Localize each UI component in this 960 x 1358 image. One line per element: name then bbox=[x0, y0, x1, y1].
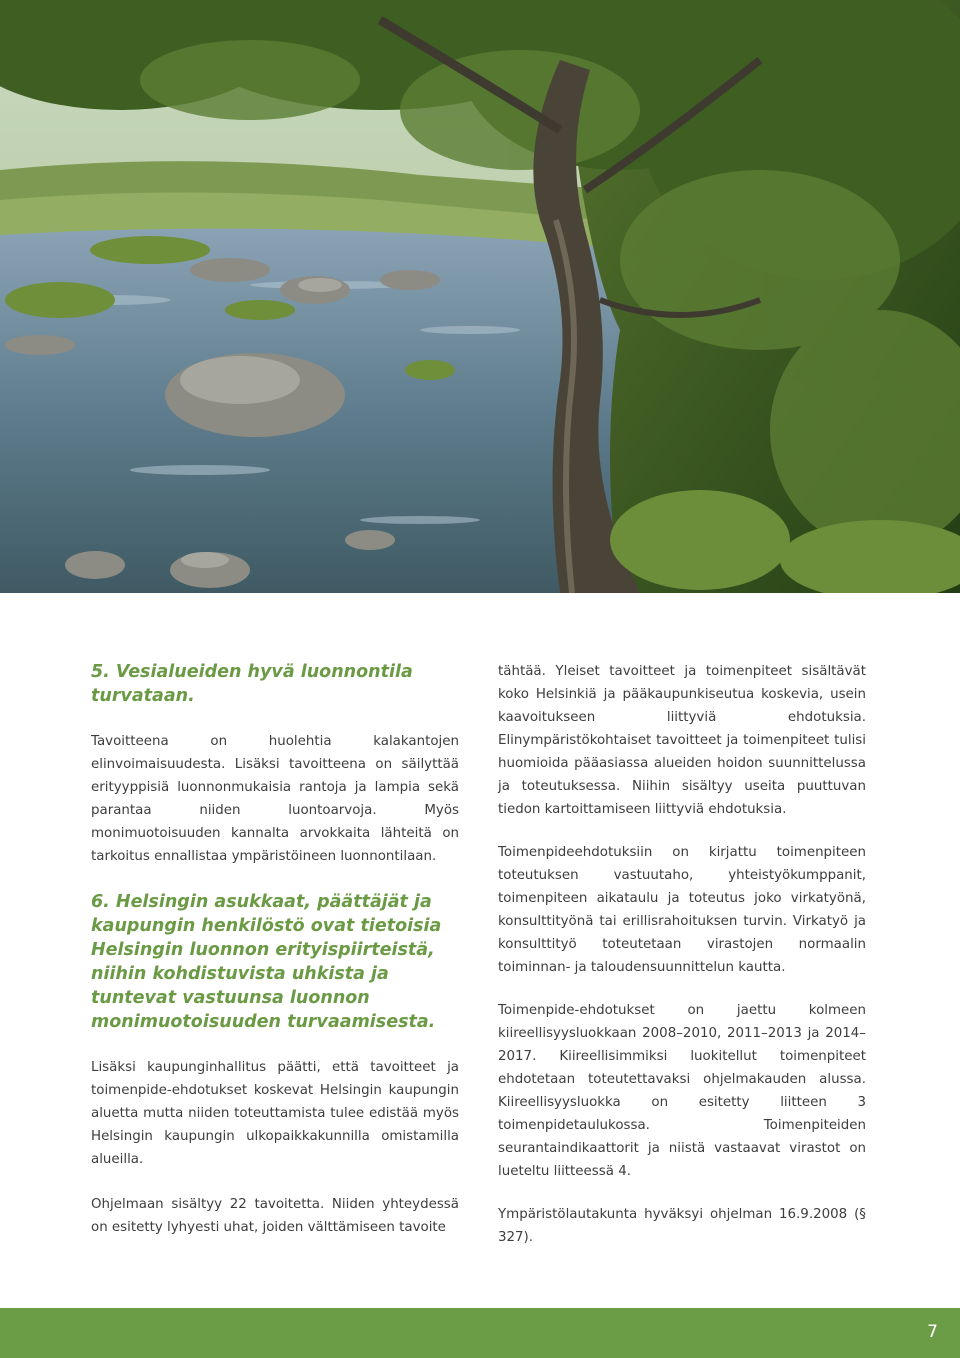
paragraph-approval: Ympäristölautakunta hyväksyi ohjelman 16.9.2008 (§ 327). bbox=[498, 1207, 866, 1245]
right-column bbox=[498, 660, 866, 1249]
heading-goal-6: 6. Helsingin asukkaat, päättäjät ja kaupungin henkilöstö ovat tietoisia Helsingin luonnon erityispiirteistä, niihin kohdistuvista uhkista ja tuntevat vastuunsa luonnon monimuotoisuuden turvaamisesta. bbox=[91, 892, 442, 1032]
paragraph-city-board-decision: Lisäksi kaupunginhallitus päätti, että tavoitteet ja toimenpide-ehdotukset koskevat Helsingin kaupungin aluetta mutta niiden toteuttamista tulee edistää myös Helsingin kaupungin ulkopaikkakunnilla omistamilla alueilla. bbox=[91, 1060, 459, 1167]
page-number: 7 bbox=[927, 1322, 938, 1342]
heading-goal-5: 5. Vesialueiden hyvä luonnontila turvataan. bbox=[91, 662, 413, 706]
footer-bar bbox=[0, 1308, 960, 1358]
paragraph-goal-5-text: Tavoitteena on huolehtia kalakantojen elinvoimaisuudesta. Lisäksi tavoitteena on säilyttää erityyppisiä luonnonmukaisia rantoja ja lampia sekä parantaa niiden luontoarvoja. Myös monimuotoisuuden kannalta arvokkaita lähteitä on tarkoitus ennallistaa ympäristöineen luonnontilaan. bbox=[91, 734, 459, 864]
paragraph-general-goals: tähtää. Yleiset tavoitteet ja toimenpiteet sisältävät koko Helsinkiä ja pääkaupunkiseutua koskevia, usein kaavoitukseen liittyviä ehdotuksia. Elinympäristökohtaiset tavoitteet ja toimenpiteet tulisi huomioida pääasiassa alueiden hoidon suunnittelussa ja toteutuksessa. Niihin sisältyy useita puuttuvan tiedon kartoittamiseen liittyviä ehdotuksia. bbox=[498, 664, 866, 817]
left-column bbox=[91, 660, 459, 1239]
paragraph-urgency-classes: Toimenpide-ehdotukset on jaettu kolmeen kiireellisyysluokkaan 2008–2010, 2011–2013 ja 2014–2017. Kiireellisimmiksi luokitellut toimenpiteet ehdotetaan toteutettavaksi ohjelmakauden alussa. Kiireellisyysluokka on esitetty liitteen 3 toimenpidetaulukossa. Toimenpiteiden seurantaindikaattorit ja niistä vastaavat virastot on lueteltu liitteessä 4. bbox=[498, 1003, 866, 1179]
river-landscape-photo bbox=[0, 0, 960, 593]
paragraph-program-goals: Ohjelmaan sisältyy 22 tavoitetta. Niiden yhteydessä on esitetty lyhyesti uhat, joiden välttämiseen tavoite bbox=[91, 1197, 459, 1235]
paragraph-action-proposals: Toimenpideehdotuksiin on kirjattu toimenpiteen toteutuksen vastuutaho, yhteistyökumppanit, toimenpiteen aikataulu ja toteutus joko virkatyönä, konsulttityönä tai erillisrahoituksen turvin. Virkatyö ja konsulttityö toteutetaan virastojen normaalin toiminnan- ja taloudensuunnittelun kautta. bbox=[498, 845, 866, 975]
